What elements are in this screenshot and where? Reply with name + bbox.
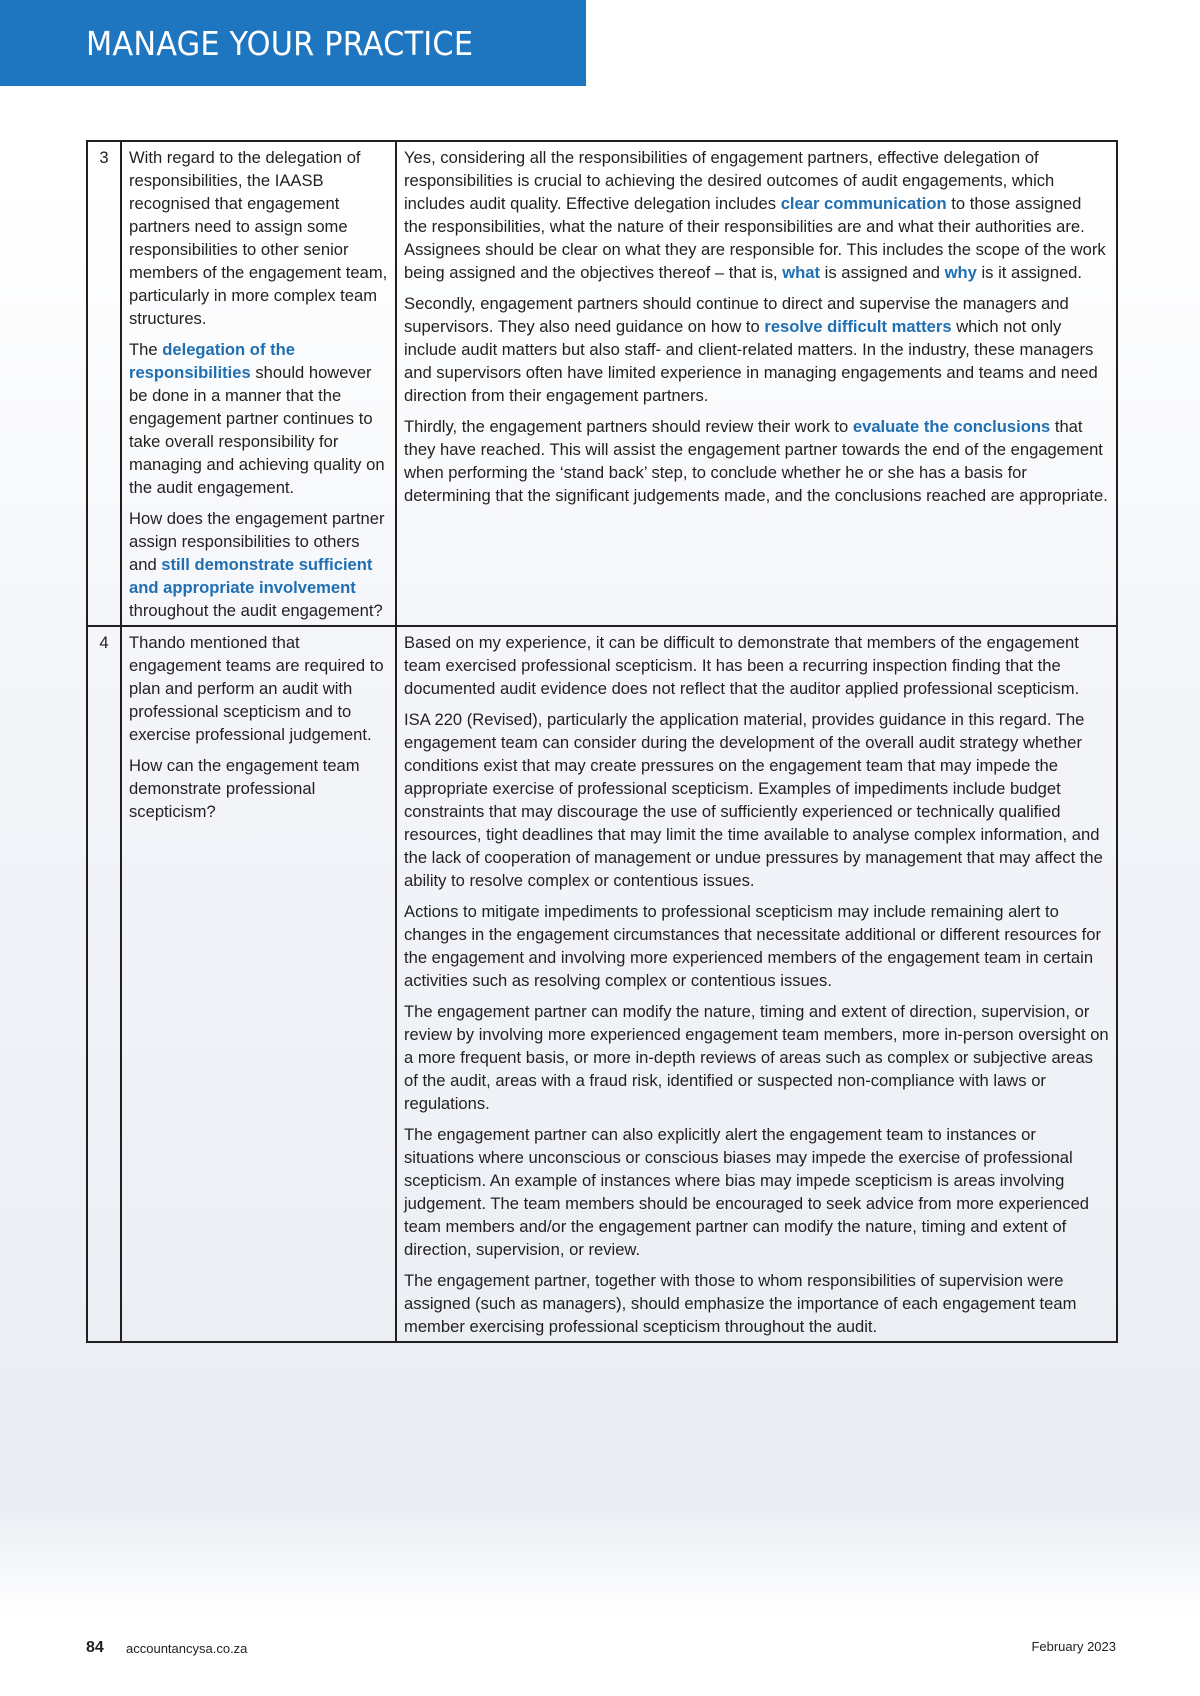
website-link[interactable]: accountancysa.co.za (126, 1641, 248, 1656)
highlight-text: evaluate the conclusions (852, 417, 1051, 436)
text-run: is assigned and (820, 263, 945, 282)
section-title: MANAGE YOUR PRACTICE (86, 24, 474, 63)
text-run: should however be done in a manner that the engagement partner continues to take overall responsibility for managing and achieving quality on the audit engagement. (129, 363, 385, 497)
issue-date: February 2023 (1031, 1639, 1116, 1654)
text-run: The engagement partner can modify the nature, timing and extent of direction, supervision, or review by involving more experienced engagement team members, more in-person oversight on a more frequent basis, or more in-depth reviews of areas such as complex or subjective areas of the audit, areas with a fraud risk, identified or suspected non-compliance with laws or regulations. (404, 1002, 1109, 1113)
answer-paragraph (404, 631, 1109, 700)
table-row (87, 141, 1117, 626)
page-number: 84 (86, 1639, 104, 1656)
qa-table (86, 140, 1118, 1343)
row-number: 3 (87, 141, 121, 626)
text-run: Based on my experience, it can be difficult to demonstrate that members of the engagement team exercised professional scepticism. It has been a recurring inspection finding that the documented audit evidence does not reflect that the auditor applied professional scepticism. (404, 633, 1080, 698)
text-run: The engagement partner, together with those to whom responsibilities of supervision were assigned (such as managers), should emphasize the importance of each engagement team member exercising professional scepticism throughout the audit. (404, 1271, 1077, 1336)
text-run: Yes, considering all the responsibilities of engagement partners, effective delegation of responsibilities is crucial to achieving the desired outcomes of audit engagements, which includes audit quality. Effective delegation includes (404, 148, 1055, 213)
page-footer (0, 1618, 1200, 1696)
text-run: The (129, 340, 163, 359)
text-run: Actions to mitigate impediments to professional scepticism may include remaining alert to changes in the engagement circumstances that necessitate additional or different resources for the engagement and involving more experienced members of the engagement team in certain activities such as resolving complex or contentious issues. (404, 902, 1102, 990)
section-header-bar (0, 0, 586, 86)
answer-paragraph (404, 415, 1109, 507)
text-run: Thirdly, the engagement partners should review their work to (404, 417, 853, 436)
highlight-text: why (944, 263, 977, 282)
highlight-text: clear communication (780, 194, 947, 213)
answer-paragraph (404, 900, 1109, 992)
text-run: With regard to the delegation of responsibilities, the IAASB recognised that engagement partners need to assign some responsibilities to other senior members of the engagement team, particularly in more complex team structures. (129, 148, 388, 328)
row-number: 4 (87, 626, 121, 1342)
answer-paragraph (404, 708, 1109, 892)
answer-cell (396, 141, 1117, 626)
answer-paragraph (404, 1269, 1109, 1338)
question-paragraph (129, 754, 388, 823)
answer-paragraph (404, 1123, 1109, 1261)
answer-paragraph (404, 292, 1109, 407)
text-run: is it assigned. (976, 263, 1083, 282)
question-cell (121, 141, 396, 626)
highlight-text: resolve difficult matters (764, 317, 952, 336)
question-paragraph (129, 507, 388, 622)
answer-paragraph (404, 146, 1109, 284)
text-run: Thando mentioned that engagement teams are required to plan and perform an audit with professional scepticism and to exercise professional judgement. (129, 633, 384, 744)
text-run: that they have reached. This will assist the engagement partner towards the end of the engagement when performing the ‘stand back’ step, to conclude whether he or she has a basis for determining that the significant judgements made, and the conclusions reached are appropriate. (404, 417, 1108, 505)
text-run: throughout the audit engagement? (129, 601, 383, 620)
answer-cell (396, 626, 1117, 1342)
highlight-text: what (782, 263, 821, 282)
text-run: to those assigned the responsibilities, what the nature of their responsibilities are and what their authorities are. Assignees should be clear on what they are responsible for. This includes the scope of the work being assigned and the objectives thereof – that is, (404, 194, 1106, 282)
question-paragraph (129, 338, 388, 499)
text-run: How can the engagement team demonstrate professional scepticism? (129, 756, 360, 821)
answer-paragraph (404, 1000, 1109, 1115)
text-run: The engagement partner can also explicitly alert the engagement team to instances or situations where unconscious or conscious biases may impede the exercise of professional scepticism. An example of instances where bias may impede scepticism is areas involving judgement. The team members should be encouraged to seek advice from more experienced team members and/or the engagement partner can modify the nature, timing and extent of direction, supervision, or review. (404, 1125, 1090, 1259)
text-run: Secondly, engagement partners should continue to direct and supervise the managers and supervisors. They also need guidance on how to (404, 294, 1069, 336)
question-paragraph (129, 631, 388, 746)
question-cell (121, 626, 396, 1342)
table-row (87, 626, 1117, 1342)
highlight-text: delegation of the responsibilities (129, 340, 295, 382)
highlight-text: still demonstrate sufficient and appropriate involvement (129, 555, 373, 597)
question-paragraph (129, 146, 388, 330)
text-run: ISA 220 (Revised), particularly the application material, provides guidance in this regard. The engagement team can consider during the development of the overall audit strategy whether conditions exist that may create pressures on the engagement team that may impede the appropriate exercise of professional scepticism. Examples of impediments include budget constraints that may discourage the use of sufficiently experienced or technically qualified resources, tight deadlines that may limit the time available to analyse complex information, and the lack of cooperation of management or undue pressures by management that may affect the ability to resolve complex or contentious issues. (404, 710, 1103, 890)
text-run: How does the engagement partner assign responsibilities to others and (129, 509, 385, 574)
text-run: which not only include audit matters but also staff- and client-related matters. In the industry, these managers and supervisors often have limited experience in managing engagements and teams and need direction from their engagement partners. (404, 317, 1098, 405)
